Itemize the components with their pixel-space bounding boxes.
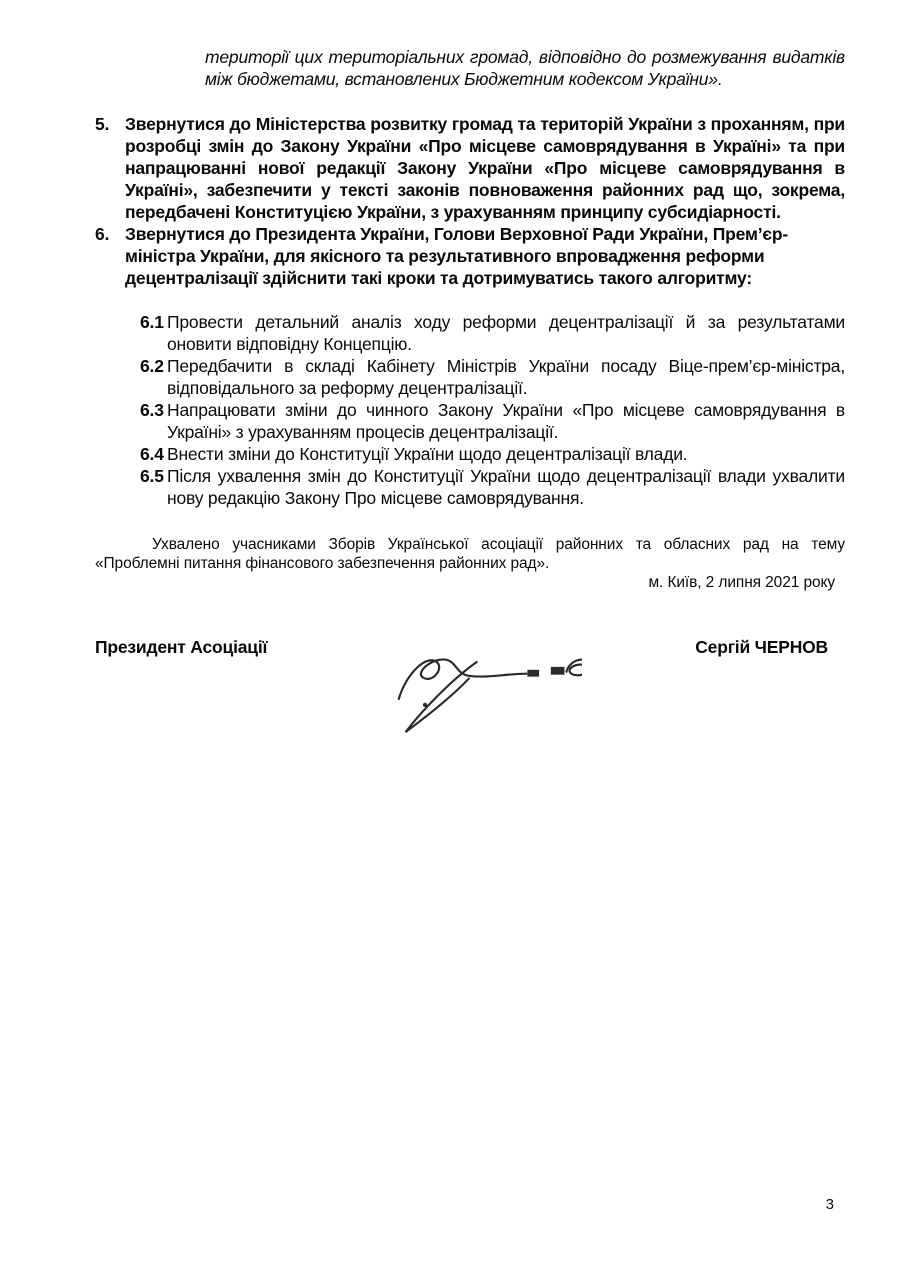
signature-icon xyxy=(387,622,582,740)
sub-item-text: Внести зміни до Конституції України щодо децентралізації влади. xyxy=(167,444,688,464)
sub-item-6-3 xyxy=(140,399,845,443)
sub-item-number: 6.1 xyxy=(140,312,164,332)
sub-item-number: 6.4 xyxy=(140,444,164,464)
list-item-5 xyxy=(95,113,845,223)
sub-item-number: 6.2 xyxy=(140,356,164,376)
quote-paragraph: території цих територіальних громад, відповідно до розмежування видатків між бюджетами, встановлених Бюджетним кодексом України». xyxy=(205,47,845,89)
item-number: 5. xyxy=(95,114,110,134)
sub-item-list xyxy=(140,311,845,509)
adoption-paragraph: Ухвалено учасниками Зборів Української асоціації районних та обласних рад на тему «Проблемні питання фінансового забезпечення районних рад». xyxy=(95,536,845,572)
sub-item-6-5 xyxy=(140,465,845,509)
sub-item-6-1 xyxy=(140,311,845,355)
sub-item-text: Напрацювати зміни до чинного Закону України «Про місцеве самоврядування в Україні» з урахуванням процесів децентралізації. xyxy=(167,400,845,442)
item-number: 6. xyxy=(95,224,110,244)
item-text: Звернутися до Міністерства розвитку громад та територій України з проханням, при розробці змін до Закону України «Про місцеве самоврядування в Україні» та при напрацюванні нової редакції Закону України «Про місцеве самоврядування в Україні», забезпечити у тексті законів повноваження районних рад що, зокрема, передбачені Конституцією України, з урахуванням принципу субсидіарності. xyxy=(125,114,845,222)
signature-block xyxy=(95,632,845,744)
sub-item-6-2 xyxy=(140,355,845,399)
place-date: м. Київ, 2 липня 2021 року xyxy=(648,574,835,591)
item-text: Звернутися до Президента України, Голови Верховної Ради України, Прем’єр-міністра України, для якісного та результативного впровадження реформи децентралізації здійснити такі кроки та дотримуватись такого алгоритму: xyxy=(125,224,788,288)
page-number: 3 xyxy=(825,1196,834,1213)
signatory-title: Президент Асоціації xyxy=(95,637,268,657)
sub-item-6-4 xyxy=(140,443,845,465)
sub-item-text: Після ухвалення змін до Конституції України щодо децентралізації влади ухвалити нову редакцію Закону Про місцеве самоврядування. xyxy=(167,466,845,508)
sub-item-number: 6.5 xyxy=(140,466,164,486)
sub-item-number: 6.3 xyxy=(140,400,164,420)
sub-item-text: Провести детальний аналіз ходу реформи децентралізації й за результатами оновити відповідну Концепцію. xyxy=(167,312,845,354)
list-item-6 xyxy=(95,223,845,289)
sub-item-text: Передбачити в складі Кабінету Міністрів України посаду Віце-прем’єр-міністра, відповідального за реформу децентралізації. xyxy=(167,356,845,398)
signatory-name: Сергій ЧЕРНОВ xyxy=(695,637,828,657)
